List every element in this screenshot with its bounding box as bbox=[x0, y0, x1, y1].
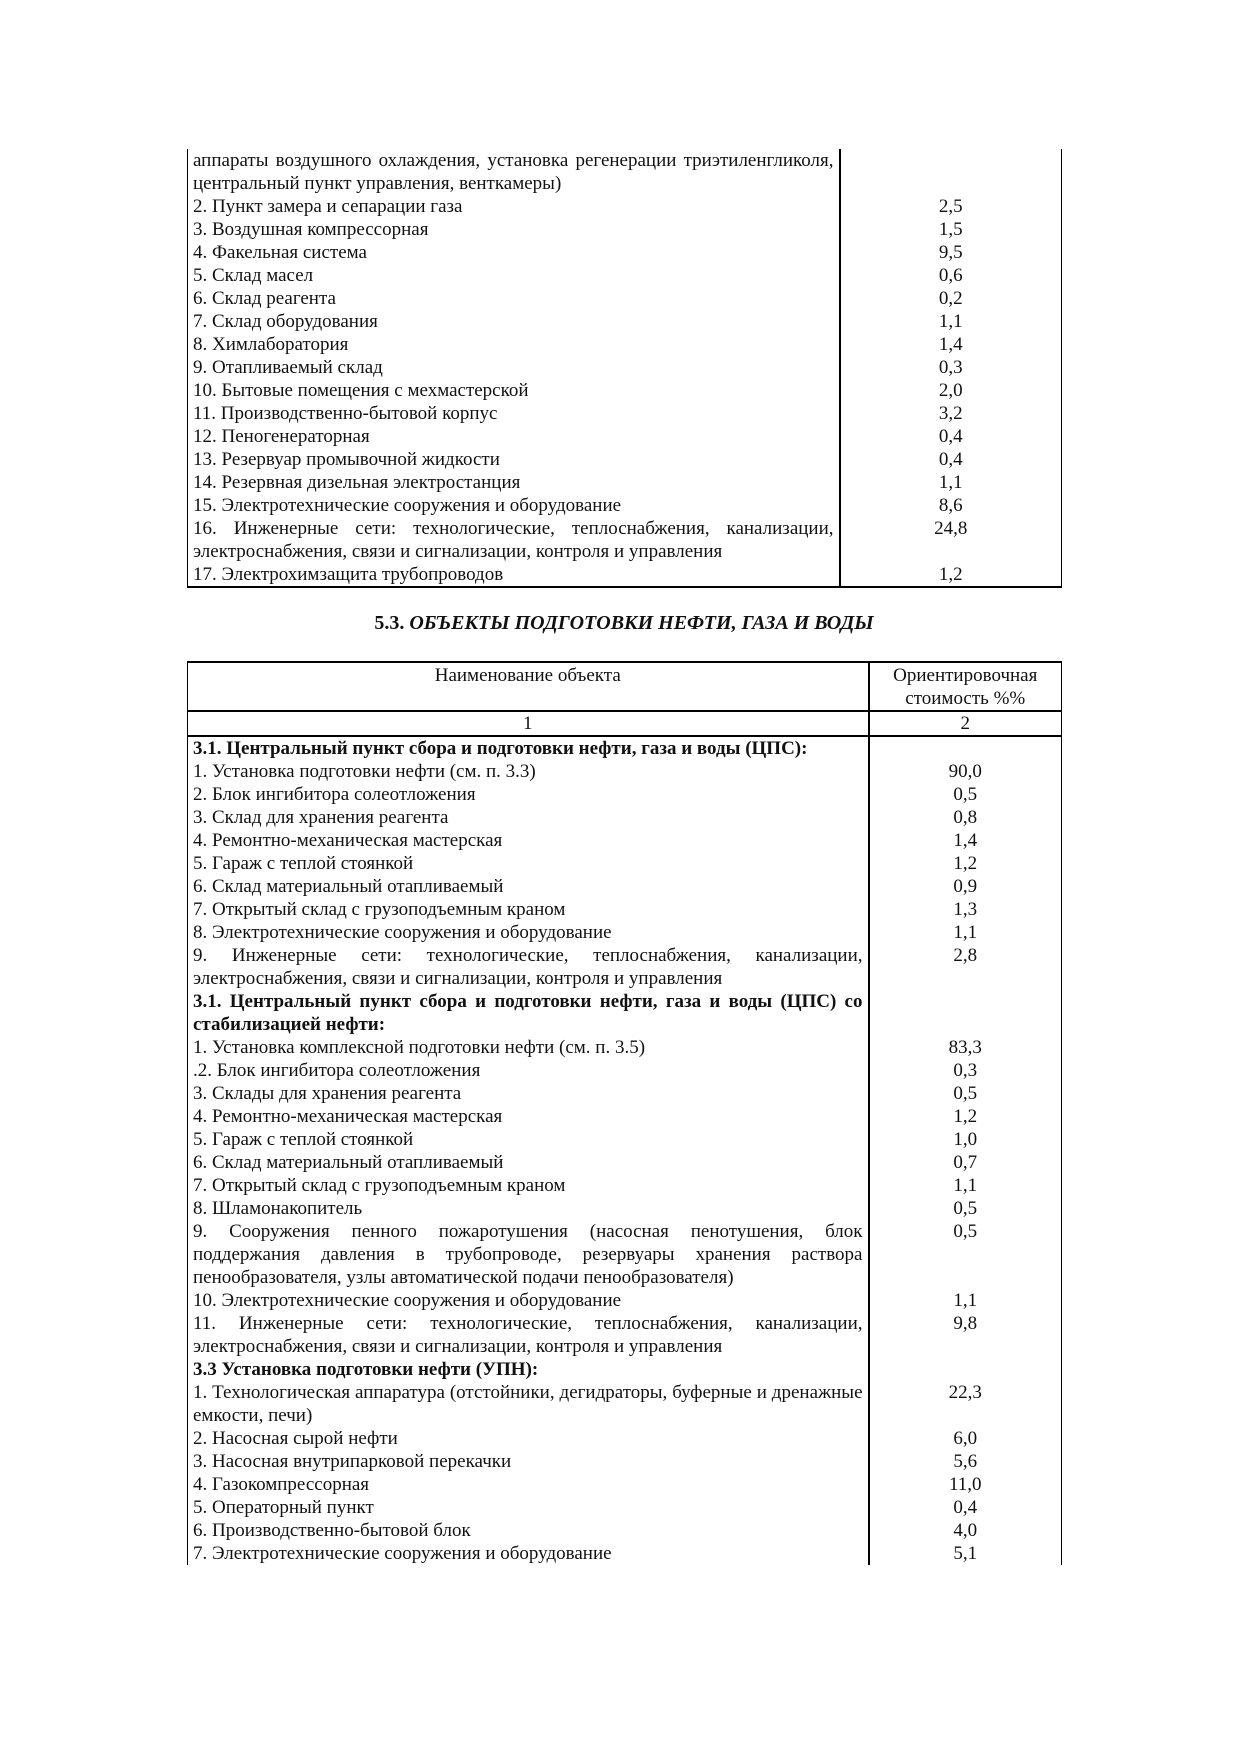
section-heading bbox=[187, 612, 1061, 635]
row-object-name: 8. Электротехнические сооружения и оборудование bbox=[188, 921, 869, 944]
row-cost-value: 83,3 bbox=[869, 1036, 1062, 1059]
row-object-name: 15. Электротехнические сооружения и оборудование bbox=[188, 494, 840, 517]
table-row bbox=[188, 760, 1062, 783]
row-object-name: 4. Ремонтно-механическая мастерская bbox=[188, 829, 869, 852]
row-object-name: 7. Электротехнические сооружения и оборудование bbox=[188, 1542, 869, 1565]
row-object-name: 6. Склад реагента bbox=[188, 287, 840, 310]
row-object-name: 7. Открытый склад с грузоподъемным краном bbox=[188, 898, 869, 921]
row-object-name: 2. Блок ингибитора солеотложения bbox=[188, 783, 869, 806]
table-row bbox=[188, 310, 1062, 333]
table-row bbox=[188, 944, 1062, 990]
row-object-name: 5. Гараж с теплой стоянкой bbox=[188, 1128, 869, 1151]
row-cost-value: 1,4 bbox=[869, 829, 1062, 852]
row-cost-value: 0,5 bbox=[869, 1197, 1062, 1220]
row-object-name: 5. Склад масел bbox=[188, 264, 840, 287]
table-row bbox=[188, 1128, 1062, 1151]
continued-table-body bbox=[188, 149, 1062, 587]
table-row bbox=[188, 1059, 1062, 1082]
table-row bbox=[188, 1197, 1062, 1220]
row-cost-value: 9,5 bbox=[840, 241, 1062, 264]
column-number-2: 2 bbox=[869, 711, 1062, 736]
row-object-name: 13. Резервуар промывочной жидкости bbox=[188, 448, 840, 471]
row-object-name: 1. Технологическая аппаратура (отстойники, дегидраторы, буферные и дренажные емкости, печи) bbox=[188, 1381, 869, 1427]
row-cost-value: 0,5 bbox=[869, 1082, 1062, 1105]
section-title: ОБЪЕКТЫ ПОДГОТОВКИ НЕФТИ, ГАЗА И ВОДЫ bbox=[409, 612, 874, 634]
row-object-name: 5. Гараж с теплой стоянкой bbox=[188, 852, 869, 875]
row-cost-value: 9,8 bbox=[869, 1312, 1062, 1358]
row-object-name: 3. Склад для хранения реагента bbox=[188, 806, 869, 829]
row-object-name: 9. Инженерные сети: технологические, теплоснабжения, канализации, электроснабжения, связи и сигнализации, контроля и управления bbox=[188, 944, 869, 990]
row-object-name: 1. Установка подготовки нефти (см. п. 3.3) bbox=[188, 760, 869, 783]
table-row bbox=[188, 875, 1062, 898]
row-object-name: 6. Производственно-бытовой блок bbox=[188, 1519, 869, 1542]
table-row bbox=[188, 1105, 1062, 1128]
table-row bbox=[188, 990, 1062, 1036]
row-cost-value: 1,5 bbox=[840, 218, 1062, 241]
table-row bbox=[188, 1358, 1062, 1381]
table-row bbox=[188, 448, 1062, 471]
row-object-name: 10. Бытовые помещения с мехмастерской bbox=[188, 379, 840, 402]
row-cost-value: 0,4 bbox=[840, 448, 1062, 471]
row-cost-value: 0,9 bbox=[869, 875, 1062, 898]
row-object-name: 9. Сооружения пенного пожаротушения (насосная пенотушения, блок поддержания давления в трубопроводе, резервуары хранения раствора пенообразователя, узлы автоматической подачи пенообразователя) bbox=[188, 1220, 869, 1289]
table-row bbox=[188, 1036, 1062, 1059]
table-row bbox=[188, 921, 1062, 944]
row-object-name: 16. Инженерные сети: технологические, теплоснабжения, канализации, электроснабжения, связи и сигнализации, контроля и управления bbox=[188, 517, 840, 563]
row-object-name: 3.1. Центральный пункт сбора и подготовки нефти, газа и воды (ЦПС) со стабилизацией нефти: bbox=[188, 990, 869, 1036]
column-number-row bbox=[188, 711, 1062, 736]
table-row bbox=[188, 1312, 1062, 1358]
row-cost-value: 2,8 bbox=[869, 944, 1062, 990]
row-cost-value: 1,2 bbox=[869, 1105, 1062, 1128]
table-row bbox=[188, 736, 1062, 760]
table-row bbox=[188, 1519, 1062, 1542]
row-object-name: 2. Пункт замера и сепарации газа bbox=[188, 195, 840, 218]
row-cost-value: 0,5 bbox=[869, 783, 1062, 806]
row-object-name: 4. Газокомпрессорная bbox=[188, 1473, 869, 1496]
table-row bbox=[188, 494, 1062, 517]
row-object-name: 12. Пеногенераторная bbox=[188, 425, 840, 448]
row-cost-value: 6,0 bbox=[869, 1427, 1062, 1450]
row-cost-value: 0,8 bbox=[869, 806, 1062, 829]
row-object-name: 11. Инженерные сети: технологические, теплоснабжения, канализации, электроснабжения, связи и сигнализации, контроля и управления bbox=[188, 1312, 869, 1358]
row-cost-value: 1,1 bbox=[869, 1289, 1062, 1312]
table-row bbox=[188, 402, 1062, 425]
table-row bbox=[188, 1427, 1062, 1450]
row-cost-value: 1,1 bbox=[840, 471, 1062, 494]
row-cost-value: 0,4 bbox=[840, 425, 1062, 448]
row-object-name: 3. Насосная внутрипарковой перекачки bbox=[188, 1450, 869, 1473]
table-row bbox=[188, 287, 1062, 310]
row-cost-value: 0,6 bbox=[840, 264, 1062, 287]
continued-cost-table bbox=[187, 149, 1062, 588]
row-object-name: 10. Электротехнические сооружения и оборудование bbox=[188, 1289, 869, 1312]
row-object-name: 6. Склад материальный отапливаемый bbox=[188, 875, 869, 898]
row-cost-value: 2,0 bbox=[840, 379, 1062, 402]
table-row bbox=[188, 1542, 1062, 1565]
row-object-name: 8. Шламонакопитель bbox=[188, 1197, 869, 1220]
row-cost-value: 1,0 bbox=[869, 1128, 1062, 1151]
table-row bbox=[188, 379, 1062, 402]
table-row bbox=[188, 195, 1062, 218]
row-cost-value: 24,8 bbox=[840, 517, 1062, 563]
row-object-name: аппараты воздушного охлаждения, установка регенерации триэтиленгликоля, центральный пункт управления, венткамеры) bbox=[188, 149, 840, 195]
row-cost-value: 1,2 bbox=[869, 852, 1062, 875]
row-object-name: 2. Насосная сырой нефти bbox=[188, 1427, 869, 1450]
row-object-name: 3. Склады для хранения реагента bbox=[188, 1082, 869, 1105]
row-cost-value: 2,5 bbox=[840, 195, 1062, 218]
table-row bbox=[188, 425, 1062, 448]
table-row bbox=[188, 517, 1062, 563]
table-row bbox=[188, 563, 1062, 587]
oil-gas-water-cost-table bbox=[187, 661, 1062, 1565]
row-cost-value: 4,0 bbox=[869, 1519, 1062, 1542]
row-object-name: 4. Ремонтно-механическая мастерская bbox=[188, 1105, 869, 1128]
row-cost-value bbox=[869, 990, 1062, 1036]
table-header-row bbox=[188, 662, 1062, 711]
table-row bbox=[188, 218, 1062, 241]
row-object-name: 1. Установка комплексной подготовки нефти (см. п. 3.5) bbox=[188, 1036, 869, 1059]
row-cost-value: 1,1 bbox=[869, 1174, 1062, 1197]
row-cost-value: 3,2 bbox=[840, 402, 1062, 425]
row-cost-value: 0,2 bbox=[840, 287, 1062, 310]
table-row bbox=[188, 1473, 1062, 1496]
row-cost-value: 1,3 bbox=[869, 898, 1062, 921]
table-row bbox=[188, 264, 1062, 287]
table-row bbox=[188, 471, 1062, 494]
row-cost-value: 0,4 bbox=[869, 1496, 1062, 1519]
table-row bbox=[188, 1151, 1062, 1174]
table-row bbox=[188, 852, 1062, 875]
row-cost-value: 5,6 bbox=[869, 1450, 1062, 1473]
table-row bbox=[188, 1289, 1062, 1312]
header-approx-cost: Ориентировочная стоимость %% bbox=[869, 662, 1062, 711]
table-row bbox=[188, 1220, 1062, 1289]
row-cost-value: 90,0 bbox=[869, 760, 1062, 783]
row-cost-value: 1,1 bbox=[869, 921, 1062, 944]
row-object-name: 5. Операторный пункт bbox=[188, 1496, 869, 1519]
row-cost-value: 0,3 bbox=[840, 356, 1062, 379]
table-row bbox=[188, 333, 1062, 356]
row-cost-value: 0,3 bbox=[869, 1059, 1062, 1082]
row-cost-value: 22,3 bbox=[869, 1381, 1062, 1427]
table-row bbox=[188, 241, 1062, 264]
column-number-1: 1 bbox=[188, 711, 869, 736]
row-cost-value: 1,4 bbox=[840, 333, 1062, 356]
row-object-name: 8. Химлаборатория bbox=[188, 333, 840, 356]
table-row bbox=[188, 806, 1062, 829]
row-object-name: 4. Факельная система bbox=[188, 241, 840, 264]
row-object-name: 7. Открытый склад с грузоподъемным краном bbox=[188, 1174, 869, 1197]
table-row bbox=[188, 1381, 1062, 1427]
row-object-name: 6. Склад материальный отапливаемый bbox=[188, 1151, 869, 1174]
row-object-name: 14. Резервная дизельная электростанция bbox=[188, 471, 840, 494]
section-number: 5.3. bbox=[374, 612, 405, 634]
row-object-name: 9. Отапливаемый склад bbox=[188, 356, 840, 379]
row-cost-value: 8,6 bbox=[840, 494, 1062, 517]
table-row bbox=[188, 829, 1062, 852]
table-row bbox=[188, 1496, 1062, 1519]
table-row bbox=[188, 1082, 1062, 1105]
row-cost-value: 0,5 bbox=[869, 1220, 1062, 1289]
row-object-name: .2. Блок ингибитора солеотложения bbox=[188, 1059, 869, 1082]
row-object-name: 17. Электрохимзащита трубопроводов bbox=[188, 563, 840, 587]
row-cost-value bbox=[840, 149, 1062, 195]
row-cost-value: 5,1 bbox=[869, 1542, 1062, 1565]
table-row bbox=[188, 356, 1062, 379]
row-object-name: 3.3 Установка подготовки нефти (УПН): bbox=[188, 1358, 869, 1381]
table-row bbox=[188, 898, 1062, 921]
row-cost-value: 11,0 bbox=[869, 1473, 1062, 1496]
table-row bbox=[188, 149, 1062, 195]
cost-table-body bbox=[188, 662, 1062, 1565]
header-object-name: Наименование объекта bbox=[188, 662, 869, 711]
row-cost-value bbox=[869, 1358, 1062, 1381]
row-cost-value: 0,7 bbox=[869, 1151, 1062, 1174]
row-cost-value: 1,2 bbox=[840, 563, 1062, 587]
row-object-name: 3. Воздушная компрессорная bbox=[188, 218, 840, 241]
row-object-name: 11. Производственно-бытовой корпус bbox=[188, 402, 840, 425]
table-row bbox=[188, 783, 1062, 806]
row-object-name: 7. Склад оборудования bbox=[188, 310, 840, 333]
row-cost-value: 1,1 bbox=[840, 310, 1062, 333]
row-cost-value bbox=[869, 736, 1062, 760]
row-object-name: 3.1. Центральный пункт сбора и подготовки нефти, газа и воды (ЦПС): bbox=[188, 736, 869, 760]
table-row bbox=[188, 1450, 1062, 1473]
table-row bbox=[188, 1174, 1062, 1197]
